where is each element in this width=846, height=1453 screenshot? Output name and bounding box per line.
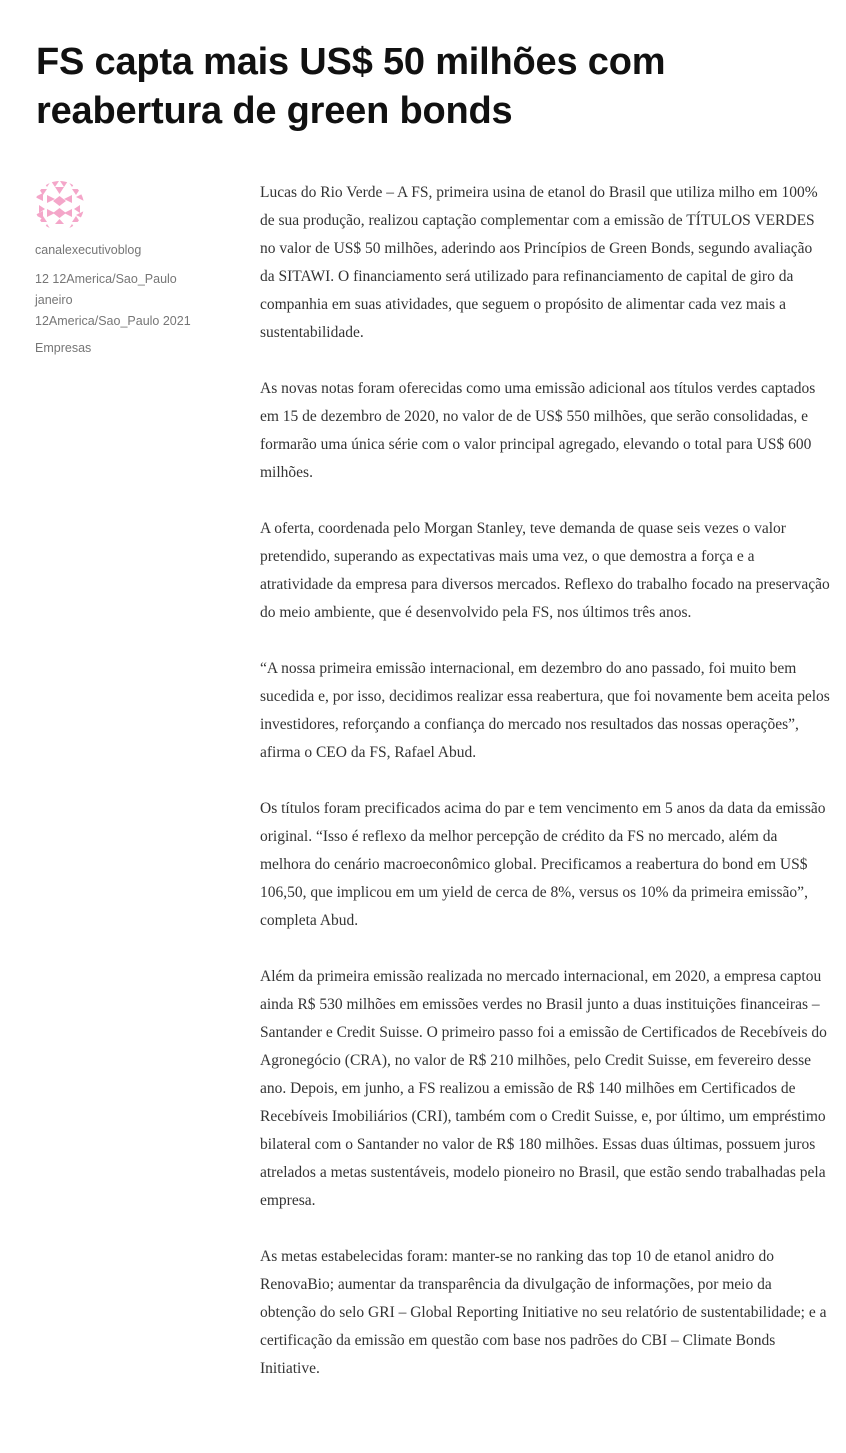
category-link[interactable]: Empresas — [35, 341, 92, 355]
paragraph-2: As novas notas foram oferecidas como uma emissão adicional aos títulos verdes captados em 15 de dezembro de 2020, no valor de de US$ 550 milhões, que serão consolidadas, e formarão uma única série com o valor principal agregado, elevando o total para US$ 600 milhões. — [260, 380, 816, 481]
paragraph-3: A oferta, coordenada pelo Morgan Stanley, teve demanda de quase seis vezes o valor pretendido, superando as expectativas mais uma vez, o que demostra a força e a atratividade da empresa para diversos mercados. Reflexo do trabalho focado na preservação do meio ambiente, que é desenvolvido pela FS, nos últimos três anos. — [260, 520, 830, 621]
post-date-line-2: janeiro — [35, 293, 73, 307]
entry-content — [260, 179, 830, 1411]
avatar-identicon-icon — [35, 181, 84, 230]
post-date[interactable] — [35, 269, 225, 332]
paragraph-4: “A nossa primeira emissão internacional, em dezembro do ano passado, foi muito bem sucedida e, por isso, decidimos realizar essa reabertura, que foi novamente bem aceita pelos investidores, reforçando a confiança do mercado nos resultados das nossas operações”, afirma o CEO da FS, Rafael Abud. — [260, 660, 830, 761]
post-title — [36, 38, 816, 136]
author-name[interactable]: canalexecutivoblog — [35, 243, 142, 257]
paragraph-6: Além da primeira emissão realizada no mercado internacional, em 2020, a empresa captou ainda R$ 530 milhões em emissões verdes no Brasil junto a duas instituições financeiras – Santander e Credit Suisse. O primeiro passo foi a emissão de Certificados de Recebíveis do Agronegócio (CRA), no valor de R$ 210 milhões, pelo Credit Suisse, em fevereiro desse ano. Depois, em junho, a FS realizou a emissão de R$ 140 milhões em Certificados de Recebíveis Imobiliários (CRI), também com o Credit Suisse, e, por último, um empréstimo bilateral com o Santander no valor de R$ 180 milhões. Essas duas últimas, possuem juros atrelados a metas sustentáveis, modelo pioneiro no Brasil, que estão sendo trabalhadas pela empresa. — [260, 968, 827, 1209]
post-title-line-1: FS capta mais US$ 50 milhões com — [36, 41, 666, 83]
post-title-line-2: reabertura de green bonds — [36, 90, 513, 132]
paragraph-1: Lucas do Rio Verde – A FS, primeira usina de etanol do Brasil que utiliza milho em 100% de sua produção, realizou captação complementar com a emissão de TÍTULOS VERDES no valor de US$ 50 milhões, aderindo aos Princípios de Green Bonds, segundo avaliação da SITAWI. O financiamento será utilizado para refinanciamento de capital de giro da companhia em suas atividades, que seguem o propósito de alimentar cada vez mais a sustentabilidade. — [260, 184, 818, 341]
post-date-line-1: 12 12America/Sao_Paulo — [35, 272, 177, 286]
paragraph-7: As metas estabelecidas foram: manter-se no ranking das top 10 de etanol anidro do RenovaBio; aumentar da transparência da divulgação de informações, por meio da obtenção do selo GRI – Global Reporting Initiative no seu relatório de sustentabilidade; e a certificação da emissão em questão com base nos padrões do CBI – Climate Bonds Initiative. — [260, 1248, 827, 1377]
post-date-line-3: 12America/Sao_Paulo 2021 — [35, 314, 191, 328]
entry-meta — [35, 181, 225, 359]
paragraph-5: Os títulos foram precificados acima do par e tem vencimento em 5 anos da data da emissão original. “Isso é reflexo da melhor percepção de crédito da FS no mercado, além da melhora do cenário macroeconômico global. Precificamos a reabertura do bond em US$ 106,50, que implicou em um yield de cerca de 8%, versus os 10% da primeira emissão”, completa Abud. — [260, 800, 826, 929]
author-avatar[interactable] — [35, 181, 84, 230]
